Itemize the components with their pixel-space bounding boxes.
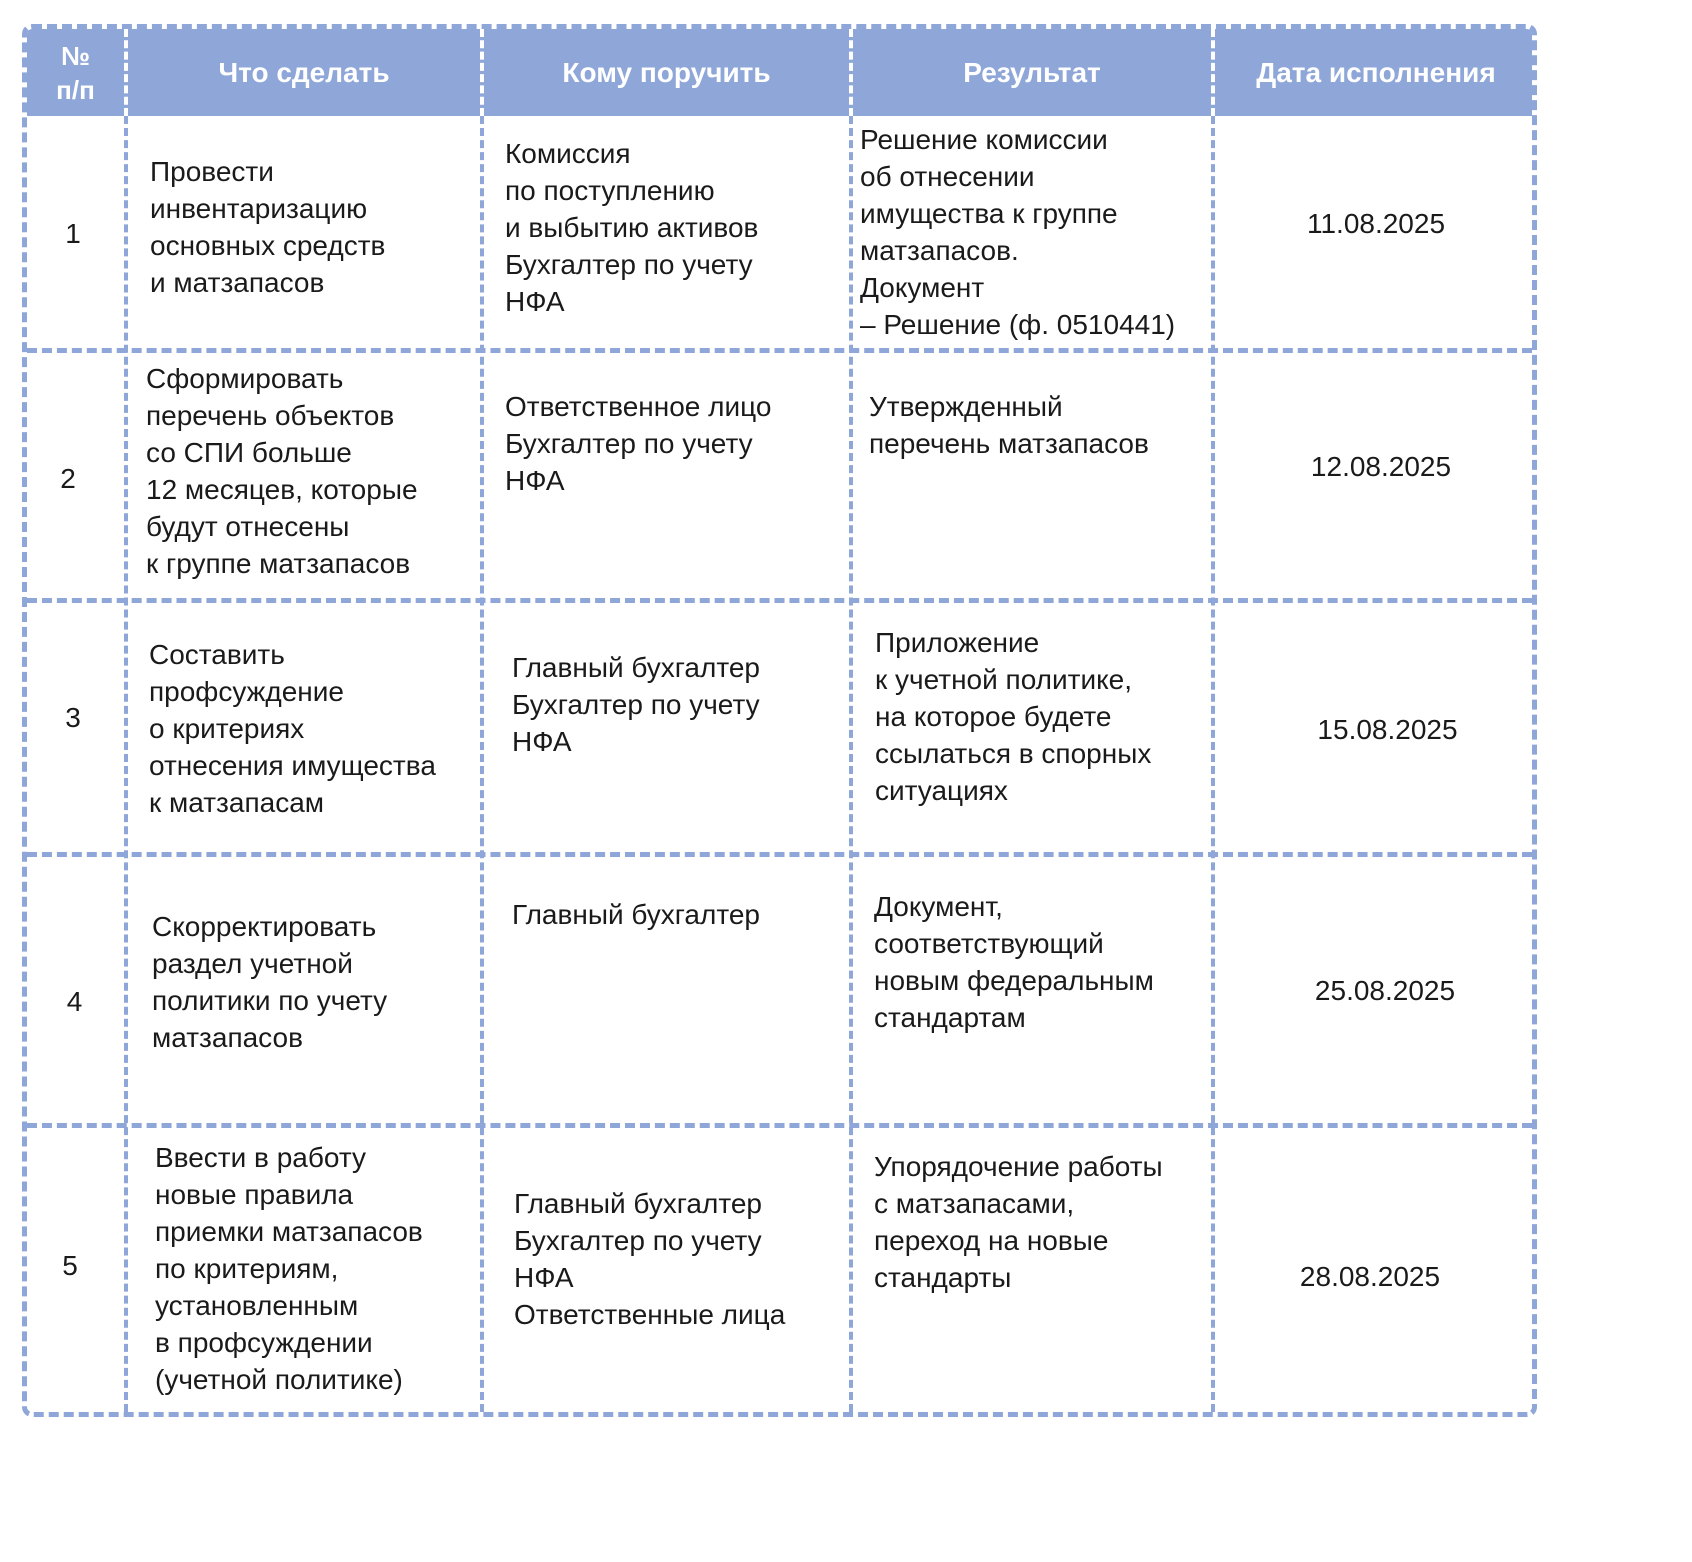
row-number: 4 — [66, 986, 83, 1017]
result-cell: Утвержденный перечень матзапасов — [869, 391, 1149, 459]
table-row — [27, 116, 1532, 348]
date-cell: 15.08.2025 — [1317, 714, 1458, 745]
result-cell: Решение комиссии об отнесении имущества к группе матзапасов. Документ – Решение (ф. 0510441) — [860, 124, 1176, 340]
result-cell: Документ, соответствующий новым федеральным стандартам — [874, 891, 1154, 1033]
row-number: 2 — [60, 463, 76, 494]
table-row — [27, 857, 1532, 1123]
task-cell: Провести инвентаризацию основных средств и матзапасов — [150, 156, 386, 298]
assignee-cell: Комиссия по поступлению и выбытию активов Бухгалтер по учету НФА — [505, 138, 759, 317]
assignee-cell: Главный бухгалтер Бухгалтер по учету НФА Ответственные лица — [514, 1188, 786, 1330]
date-cell: 25.08.2025 — [1314, 975, 1456, 1006]
task-cell: Составить профсуждение о критериях отнесения имущества к матзапасам — [149, 639, 436, 818]
task-cell: Ввести в работу новые правила приемки матзапасов по критериям, установленным в профсуждении (учетной политике) — [155, 1142, 423, 1395]
table-row — [27, 353, 1532, 598]
header-assignee: Кому поручить — [562, 57, 771, 88]
task-cell: Скорректировать раздел учетной политики по учету матзапасов — [152, 911, 388, 1053]
header-date: Дата исполнения — [1256, 57, 1496, 88]
table-row — [27, 603, 1532, 852]
header-task: Что сделать — [218, 57, 390, 88]
table-row — [27, 1128, 1532, 1417]
row-number: 5 — [62, 1250, 78, 1281]
plan-table — [22, 24, 1537, 1417]
header-result: Результат — [963, 57, 1101, 88]
assignee-cell: Ответственное лицо Бухгалтер по учету НФА — [505, 391, 772, 496]
assignee-cell: Главный бухгалтер Бухгалтер по учету НФА — [512, 652, 760, 757]
table-header — [27, 29, 1532, 116]
header-num: № п/п — [56, 40, 95, 105]
result-cell: Приложение к учетной политике, на которое будете ссылаться в спорных ситуациях — [875, 627, 1152, 806]
result-cell: Упорядочение работы с матзапасами, переход на новые стандарты — [874, 1151, 1163, 1293]
row-number: 3 — [65, 702, 81, 733]
task-cell: Сформировать перечень объектов со СПИ больше 12 месяцев, которые будут отнесены к группе матзапасов — [146, 363, 418, 579]
row-number: 1 — [65, 218, 81, 249]
date-cell: 12.08.2025 — [1310, 451, 1452, 482]
date-cell: 11.08.2025 — [1306, 208, 1446, 239]
assignee-cell: Главный бухгалтер — [512, 899, 760, 930]
date-cell: 28.08.2025 — [1299, 1261, 1441, 1292]
